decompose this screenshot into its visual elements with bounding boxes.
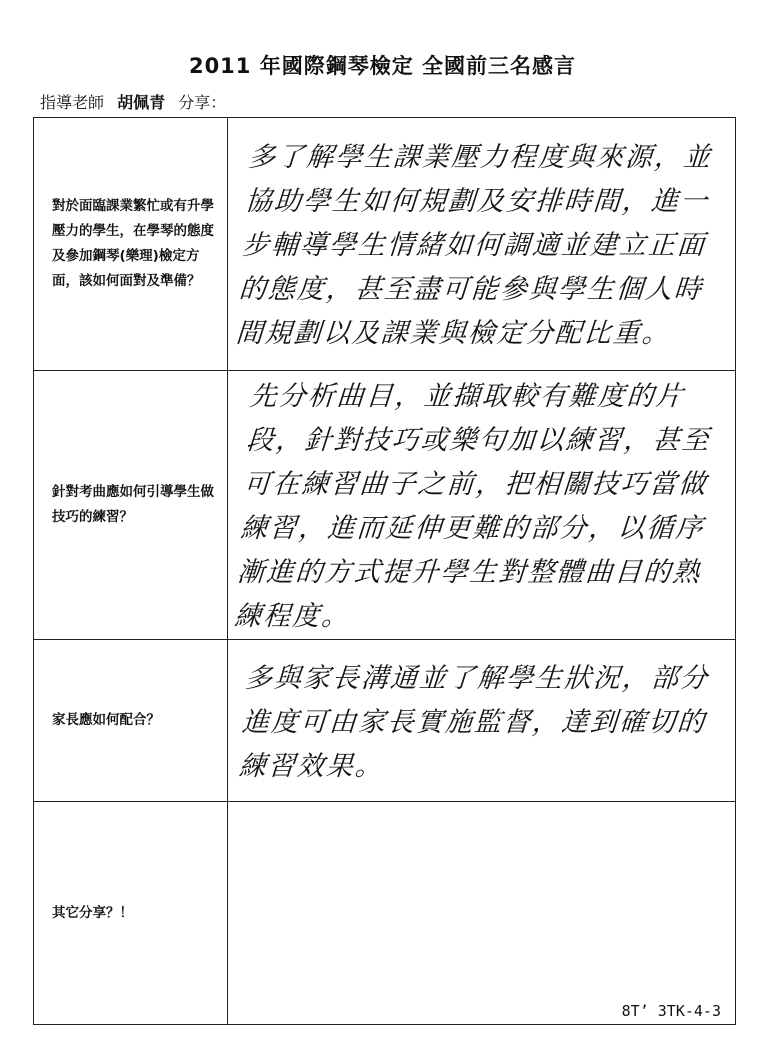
table-row — [34, 118, 736, 371]
question-cell: 家長應如何配合？ — [34, 640, 228, 802]
qa-table — [33, 117, 736, 1025]
teacher-label: 指導老師 — [40, 93, 105, 112]
page-title: 2011 年國際鋼琴檢定 全國前三名感言 — [188, 54, 577, 78]
teacher-line — [40, 90, 226, 113]
table-row — [34, 640, 736, 802]
answer-cell — [228, 802, 736, 1025]
table-row — [34, 802, 736, 1025]
question-cell: 對於面臨課業繁忙或有升學壓力的學生，在學琴的態度及參加鋼琴(樂理)檢定方面，該如何面對及準備？ — [34, 118, 228, 371]
handwritten-answer: 先分析曲目，並擷取較有難度的片段，針對技巧或樂句加以練習，甚至可在練習曲子之前，把相關技巧當做練習，進而延伸更難的部分，以循序漸進的方式提升學生對整體曲目的熟練程度。 — [233, 381, 712, 632]
document-code: 8T’ 3TK-4-3 — [621, 1002, 721, 1020]
handwritten-answer: 多與家長溝通並了解學生狀況，部分進度可由家長實施監督，達到確切的練習效果。 — [237, 662, 711, 782]
handwritten-answer: 多了解學生課業壓力程度與來源，並協助學生如何規劃及安排時間，進一步輔導學生情緒如何調適並建立正面的態度，甚至盡可能參與學生個人時間規劃以及課業與檢定分配比重。 — [234, 142, 714, 349]
teacher-name: 胡佩青 — [117, 93, 166, 112]
answer-cell — [228, 118, 736, 371]
answer-cell — [228, 640, 736, 802]
question-cell: 針對考曲應如何引導學生做技巧的練習？ — [34, 371, 228, 640]
share-label: 分享： — [178, 93, 227, 112]
table-row — [34, 371, 736, 640]
answer-cell — [228, 371, 736, 640]
question-cell: 其它分享？！ — [34, 802, 228, 1025]
